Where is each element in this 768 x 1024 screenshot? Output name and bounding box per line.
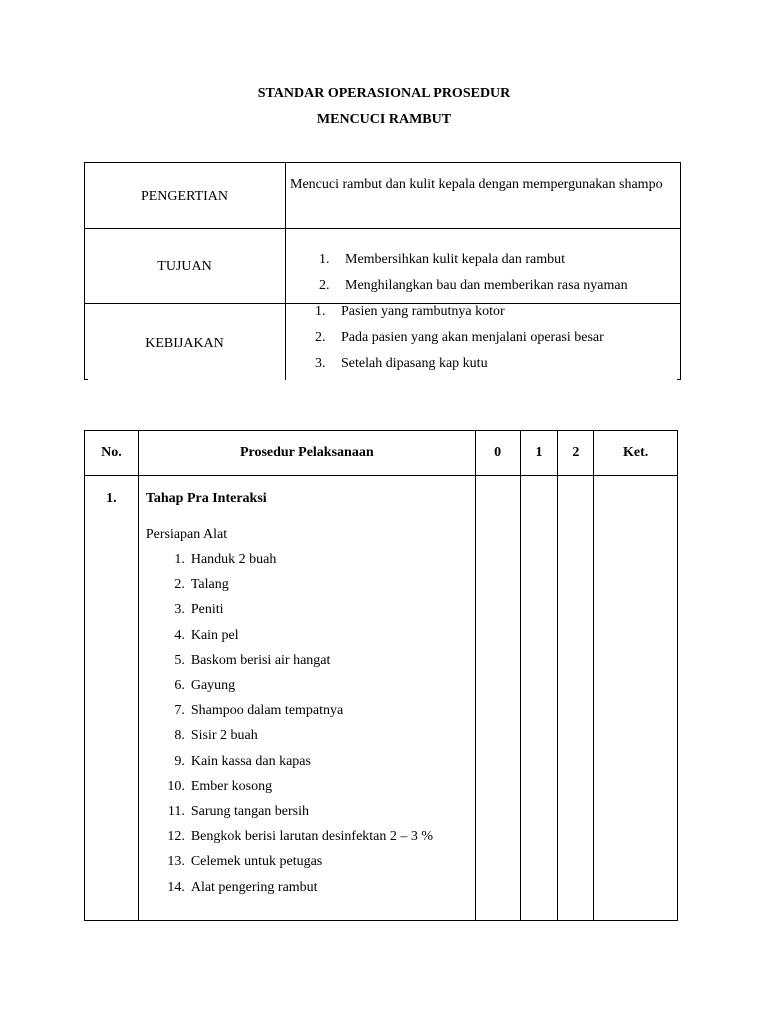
- tujuan-label: TUJUAN: [157, 259, 212, 274]
- list-item: [139, 749, 475, 774]
- list-text: Membersihkan kulit kepala dan rambut: [345, 252, 566, 267]
- list-item: [139, 723, 475, 748]
- list-text: Baskom berisi air hangat: [190, 652, 331, 668]
- list-text: Kain pel: [190, 627, 239, 643]
- procedure-cell: [138, 476, 475, 921]
- list-number: 14.: [167, 879, 185, 895]
- list-text: Celemek untuk petugas: [190, 854, 323, 870]
- list-text: Sarung tangan bersih: [190, 804, 310, 820]
- header-score-2: 2: [558, 431, 594, 476]
- list-item: [139, 824, 475, 849]
- table-row: [85, 476, 678, 921]
- pengertian-label: PENGERTIAN: [140, 189, 229, 204]
- list-text: Bengkok berisi larutan desinfektan 2 – 3 %: [190, 829, 434, 845]
- table-header-row: [85, 431, 678, 476]
- list-text: Talang: [190, 577, 229, 593]
- list-number: 10.: [167, 778, 185, 794]
- list-text: Peniti: [190, 602, 224, 618]
- list-item: [139, 875, 475, 900]
- list-number: 6.: [174, 678, 185, 694]
- list-text: Gayung: [190, 678, 236, 694]
- corner-mark: [84, 379, 88, 380]
- list-text: Pada pasien yang akan menjalani operasi besar: [341, 330, 604, 345]
- header-procedure: Prosedur Pelaksanaan: [138, 431, 475, 476]
- list-number: 9.: [174, 753, 185, 769]
- document-title: STANDAR OPERASIONAL PROSEDUR: [257, 86, 511, 101]
- header-score-1: 1: [520, 431, 558, 476]
- list-number: 1.: [315, 304, 326, 319]
- tujuan-list: [319, 247, 704, 299]
- procedure-table: [84, 430, 678, 921]
- list-item: [315, 325, 700, 351]
- list-item: [139, 547, 475, 572]
- pengertian-text: Mencuci rambut dan kulit kepala dengan mempergunakan shampo: [290, 177, 663, 192]
- list-text: Alat pengering rambut: [190, 879, 318, 895]
- list-item: [139, 572, 475, 597]
- list-text: Pasien yang rambutnya kotor: [341, 304, 505, 319]
- list-number: 13.: [167, 854, 185, 870]
- table-border-top: [84, 162, 681, 163]
- list-item: [139, 648, 475, 673]
- header-ket: Ket.: [594, 431, 678, 476]
- list-text: Setelah dipasang kap kutu: [341, 356, 488, 371]
- corner-mark: [677, 379, 681, 380]
- score-0-cell: [475, 476, 520, 921]
- row-divider: [84, 228, 681, 229]
- list-text: Sisir 2 buah: [190, 728, 258, 744]
- list-item: [139, 849, 475, 874]
- kebijakan-label: KEBIJAKAN: [145, 336, 224, 351]
- kebijakan-list: [315, 299, 700, 377]
- list-text: Handuk 2 buah: [190, 552, 277, 567]
- list-text: Shampoo dalam tempatnya: [190, 703, 344, 719]
- list-text: Ember kosong: [190, 778, 273, 794]
- list-number: 11.: [167, 804, 185, 820]
- list-item: [139, 698, 475, 723]
- header-score-0: 0: [475, 431, 520, 476]
- column-divider: [285, 162, 286, 380]
- subheading: Persiapan Alat: [145, 527, 228, 542]
- list-number: 2.: [315, 330, 326, 345]
- list-number: 12.: [167, 829, 185, 845]
- list-item: [319, 247, 704, 273]
- list-text: Menghilangkan bau dan memberikan rasa nyaman: [345, 278, 628, 293]
- list-item: [139, 774, 475, 799]
- equipment-list: [139, 547, 475, 900]
- list-item: [139, 623, 475, 648]
- ket-cell: [594, 476, 678, 921]
- list-item: [315, 299, 700, 325]
- header-no: No.: [85, 431, 139, 476]
- list-number: 1.: [174, 552, 185, 567]
- phase-title: Tahap Pra Interaksi: [145, 491, 267, 506]
- row-number: 1.: [85, 476, 139, 921]
- score-2-cell: [558, 476, 594, 921]
- document-subtitle: MENCUCI RAMBUT: [316, 112, 452, 127]
- list-item: [139, 597, 475, 622]
- list-number: 3.: [174, 602, 185, 618]
- list-number: 1.: [319, 252, 330, 267]
- list-item: [139, 799, 475, 824]
- list-number: 2.: [319, 278, 330, 293]
- info-table: [84, 162, 681, 380]
- list-number: 2.: [174, 577, 185, 593]
- list-number: 8.: [174, 728, 185, 744]
- list-item: [315, 351, 700, 377]
- list-number: 3.: [315, 356, 326, 371]
- list-number: 5.: [174, 652, 185, 668]
- list-number: 7.: [174, 703, 185, 719]
- score-1-cell: [520, 476, 558, 921]
- list-text: Kain kassa dan kapas: [190, 753, 311, 769]
- list-number: 4.: [174, 627, 185, 643]
- list-item: [319, 273, 704, 299]
- list-item: [139, 673, 475, 698]
